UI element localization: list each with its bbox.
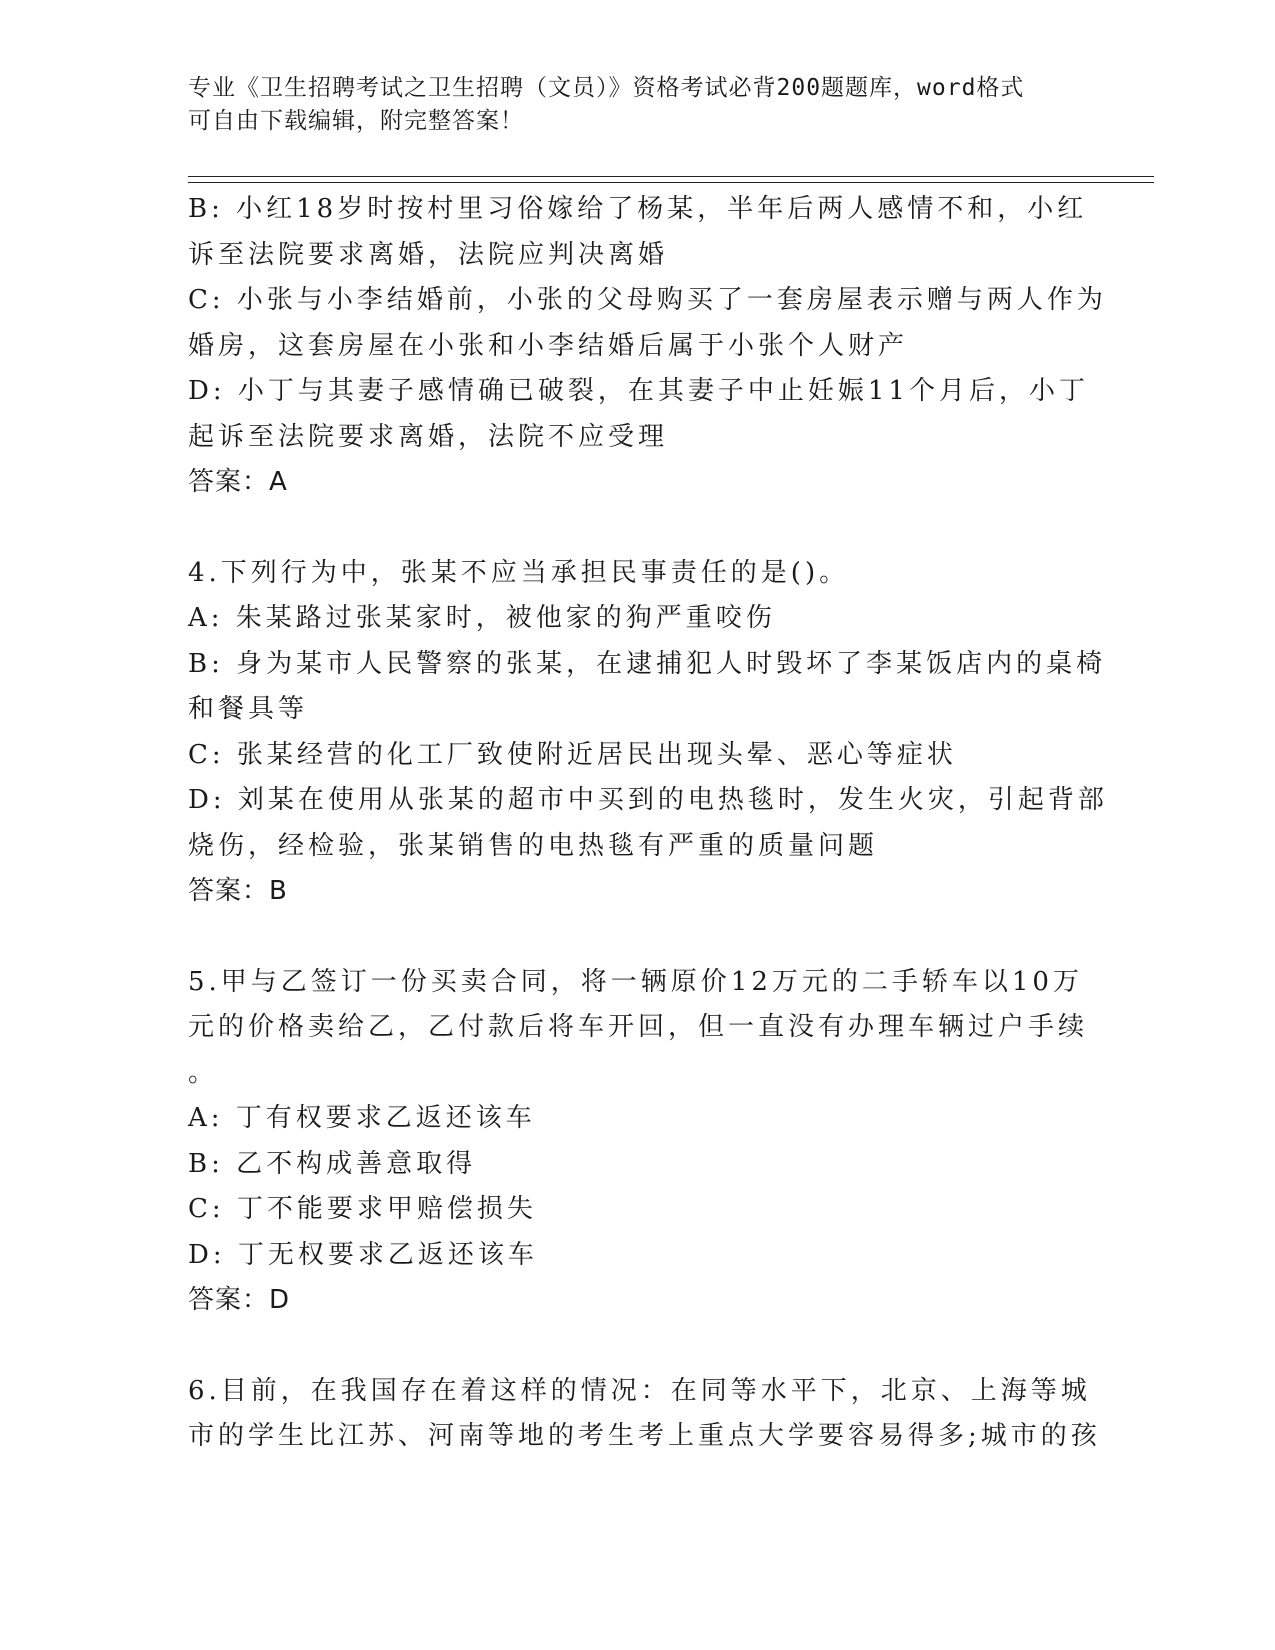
- q5-answer: 答案：D: [188, 1285, 291, 1315]
- q4-stem: 4.下列行为中，张某不应当承担民事责任的是()。: [188, 557, 850, 588]
- q4-option-b-line-2: 和餐具等: [188, 694, 309, 724]
- q5-option-c: C: 丁不能要求甲赔偿损失: [188, 1194, 537, 1224]
- q3-option-b-line-1: B: 小红18岁时按村里习俗嫁给了杨某，半年后两人感情不和，小红: [188, 194, 1088, 224]
- q3-option-c-line-1: C: 小张与小李结婚前，小张的父母购买了一套房屋表示赠与两人作为: [188, 285, 1107, 315]
- q5-stem-line-2: 元的价格卖给乙，乙付款后将车开回，但一直没有办理车辆过户手续: [188, 1012, 1089, 1042]
- question-spacer: [188, 915, 1088, 960]
- question-4: [188, 551, 1108, 915]
- question-6: [188, 1369, 1101, 1460]
- header-title-line-1: 专业《卫生招聘考试之卫生招聘（文员）》资格考试必背200题题库，word格式: [188, 75, 1025, 101]
- q4-option-a: A: 朱某路过张某家时，被他家的狗严重咬伤: [188, 603, 776, 633]
- question-3-tail: [188, 187, 1107, 506]
- header-title-line-2: 可自由下载编辑，附完整答案！: [188, 108, 524, 134]
- question-5: [188, 960, 1088, 1324]
- q3-option-b-line-2: 诉至法院要求离婚，法院应判决离婚: [188, 239, 669, 270]
- q3-option-d-line-1: D: 小丁与其妻子感情确已破裂，在其妻子中止妊娠11个月后，小丁: [188, 376, 1089, 406]
- question-list: [188, 187, 1108, 1460]
- q4-option-d-line-2: 烧伤，经检验，张某销售的电热毯有严重的质量问题: [188, 830, 879, 861]
- q5-option-d: D: 丁无权要求乙返还该车: [188, 1239, 538, 1270]
- q4-answer: 答案：B: [188, 876, 288, 906]
- q4-option-b-line-1: B: 身为某市人民警察的张某，在逮捕犯人时毁坏了李某饭店内的桌椅: [188, 648, 1107, 679]
- q5-option-b: B: 乙不构成善意取得: [188, 1148, 477, 1179]
- q3-option-c-line-2: 婚房，这套房屋在小张和小李结婚后属于小张个人财产: [188, 330, 909, 361]
- q3-option-d-line-2: 起诉至法院要求离婚，法院不应受理: [188, 421, 669, 452]
- q5-stem-line-3: 。: [188, 1057, 219, 1088]
- q6-stem-line-1: 6.目前，在我国存在着这样的情况：在同等水平下，北京、上海等城: [188, 1375, 1091, 1406]
- q6-stem-line-2: 市的学生比江苏、河南等地的考生考上重点大学要容易得多;城市的孩: [188, 1421, 1101, 1451]
- page-header: [188, 72, 1068, 138]
- q3-answer: 答案：A: [188, 467, 288, 497]
- question-spacer: [188, 506, 1088, 551]
- question-spacer: [188, 1324, 1088, 1369]
- q5-option-a: A: 丁有权要求乙返还该车: [188, 1103, 536, 1133]
- header-divider: [188, 176, 1154, 183]
- q4-option-c: C: 张某经营的化工厂致使附近居民出现头晕、恶心等症状: [188, 739, 957, 770]
- q5-stem-line-1: 5.甲与乙签订一份买卖合同，将一辆原价12万元的二手轿车以10万: [188, 966, 1083, 997]
- q4-option-d-line-1: D: 刘某在使用从张某的超市中买到的电热毯时，发生火灾，引起背部: [188, 785, 1108, 815]
